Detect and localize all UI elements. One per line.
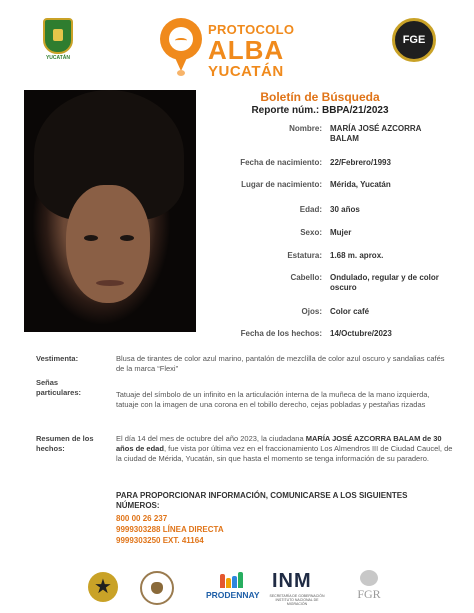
protocolo-alba-pin-icon: [160, 18, 202, 76]
detail-value: Mujer: [330, 228, 352, 237]
detail-label: Cabello:: [290, 273, 322, 282]
detail-label: Ojos:: [301, 307, 322, 316]
inm-subtext: SECRETARÍA DE GOBERNACIÓN INSTITUTO NACIONAL DE MIGRACIÓN: [269, 594, 325, 606]
detail-value: MARÍA JOSÉ AZCORRA BALAM: [330, 124, 422, 143]
summary-text-before: El día 14 del mes de octubre del año 2023, la ciudadana: [116, 434, 306, 443]
fgr-emblem-icon: [360, 570, 378, 586]
detail-label: Estatura:: [287, 251, 322, 260]
detail-label: Lugar de nacimiento:: [241, 180, 322, 189]
detail-value: Ondulado, regular y de color oscuro: [330, 273, 439, 292]
missing-person-photo: [24, 90, 196, 332]
detail-label: Fecha de los hechos:: [240, 329, 322, 338]
inm-text: INM: [272, 570, 312, 592]
detail-value: 1.68 m. aprox.: [330, 251, 384, 260]
detail-value: 30 años: [330, 205, 360, 214]
protocolo-alba-logo-text: [208, 22, 318, 80]
summary-label: Resumen de los hechos:: [36, 434, 94, 453]
detail-label: Sexo:: [300, 228, 322, 237]
prodennay-text: PRODENNAY: [206, 590, 260, 600]
detail-value: 22/Febrero/1993: [330, 158, 391, 167]
inm-logo: [266, 570, 328, 606]
fge-seal-text: FGE: [402, 34, 426, 46]
yucatan-state-logo: [40, 18, 76, 62]
contact-title: PARA PROPORCIONAR INFORMACIÓN, COMUNICARSE A LOS SIGUIENTES NÚMEROS:: [116, 491, 408, 510]
features-label: Señas particulares:: [36, 378, 82, 397]
alba-line1: PROTOCOLO: [208, 22, 295, 37]
detail-label: Fecha de nacimiento:: [240, 158, 322, 167]
summary-text-after: , fue vista por última vez en el fraccionamiento Los Almendros III de Ciudad Caucel, de la ciudad de Mérida, Yucatán, sin que hasta el momento se tenga información de su paradero.: [116, 444, 453, 463]
detail-label: Nombre:: [289, 124, 322, 133]
phone-number[interactable]: 9999303288 LÍNEA DIRECTA: [116, 525, 224, 534]
phone-number[interactable]: 9999303250 EXT. 41164: [116, 536, 204, 545]
summary-text: [116, 434, 454, 464]
alba-line2: ALBA: [208, 35, 285, 65]
fgr-logo: [346, 570, 392, 606]
detail-label: Edad:: [299, 205, 322, 214]
fgr-text: FGR: [357, 587, 381, 601]
family-figures-icon: [220, 572, 244, 588]
star-icon: [88, 572, 118, 602]
report-number: Reporte núm.: BBPA/21/2023: [251, 105, 389, 116]
features-text: Tatuaje del símbolo de un infinito en la articulación interna de la muñeca de la mano izquierda, tatuaje con la imagen de una corona en el tobillo derecho, cejas pobladas y pestañas rizadas: [116, 390, 430, 409]
detail-value: Mérida, Yucatán: [330, 180, 391, 189]
detail-value: 14/Octubre/2023: [330, 329, 392, 338]
clothing-text: Blusa de tirantes de color azul marino, pantalón de mezclilla de color azul oscuro y sandalias cafés de la marca “Flexi”: [116, 354, 445, 373]
phone-number[interactable]: 800 00 26 237: [116, 514, 168, 523]
prodennay-logo: [206, 570, 258, 606]
fge-seal-icon: [392, 18, 436, 62]
shield-icon: [43, 18, 73, 54]
clothing-label: Vestimenta:: [36, 354, 79, 363]
detail-value: Color café: [330, 307, 370, 316]
bulletin-title: Boletín de Búsqueda: [260, 90, 380, 104]
alba-line3: YUCATÁN: [208, 63, 284, 80]
eagle-icon: [140, 571, 174, 605]
police-star-logo: [86, 570, 120, 606]
state-logo-caption: YUCATÁN: [45, 55, 71, 61]
government-eagle-seal-logo: [138, 570, 178, 606]
summary-person-name: MARÍA JOSÉ AZCORRA BALAM de 30 años de edad: [116, 434, 442, 453]
